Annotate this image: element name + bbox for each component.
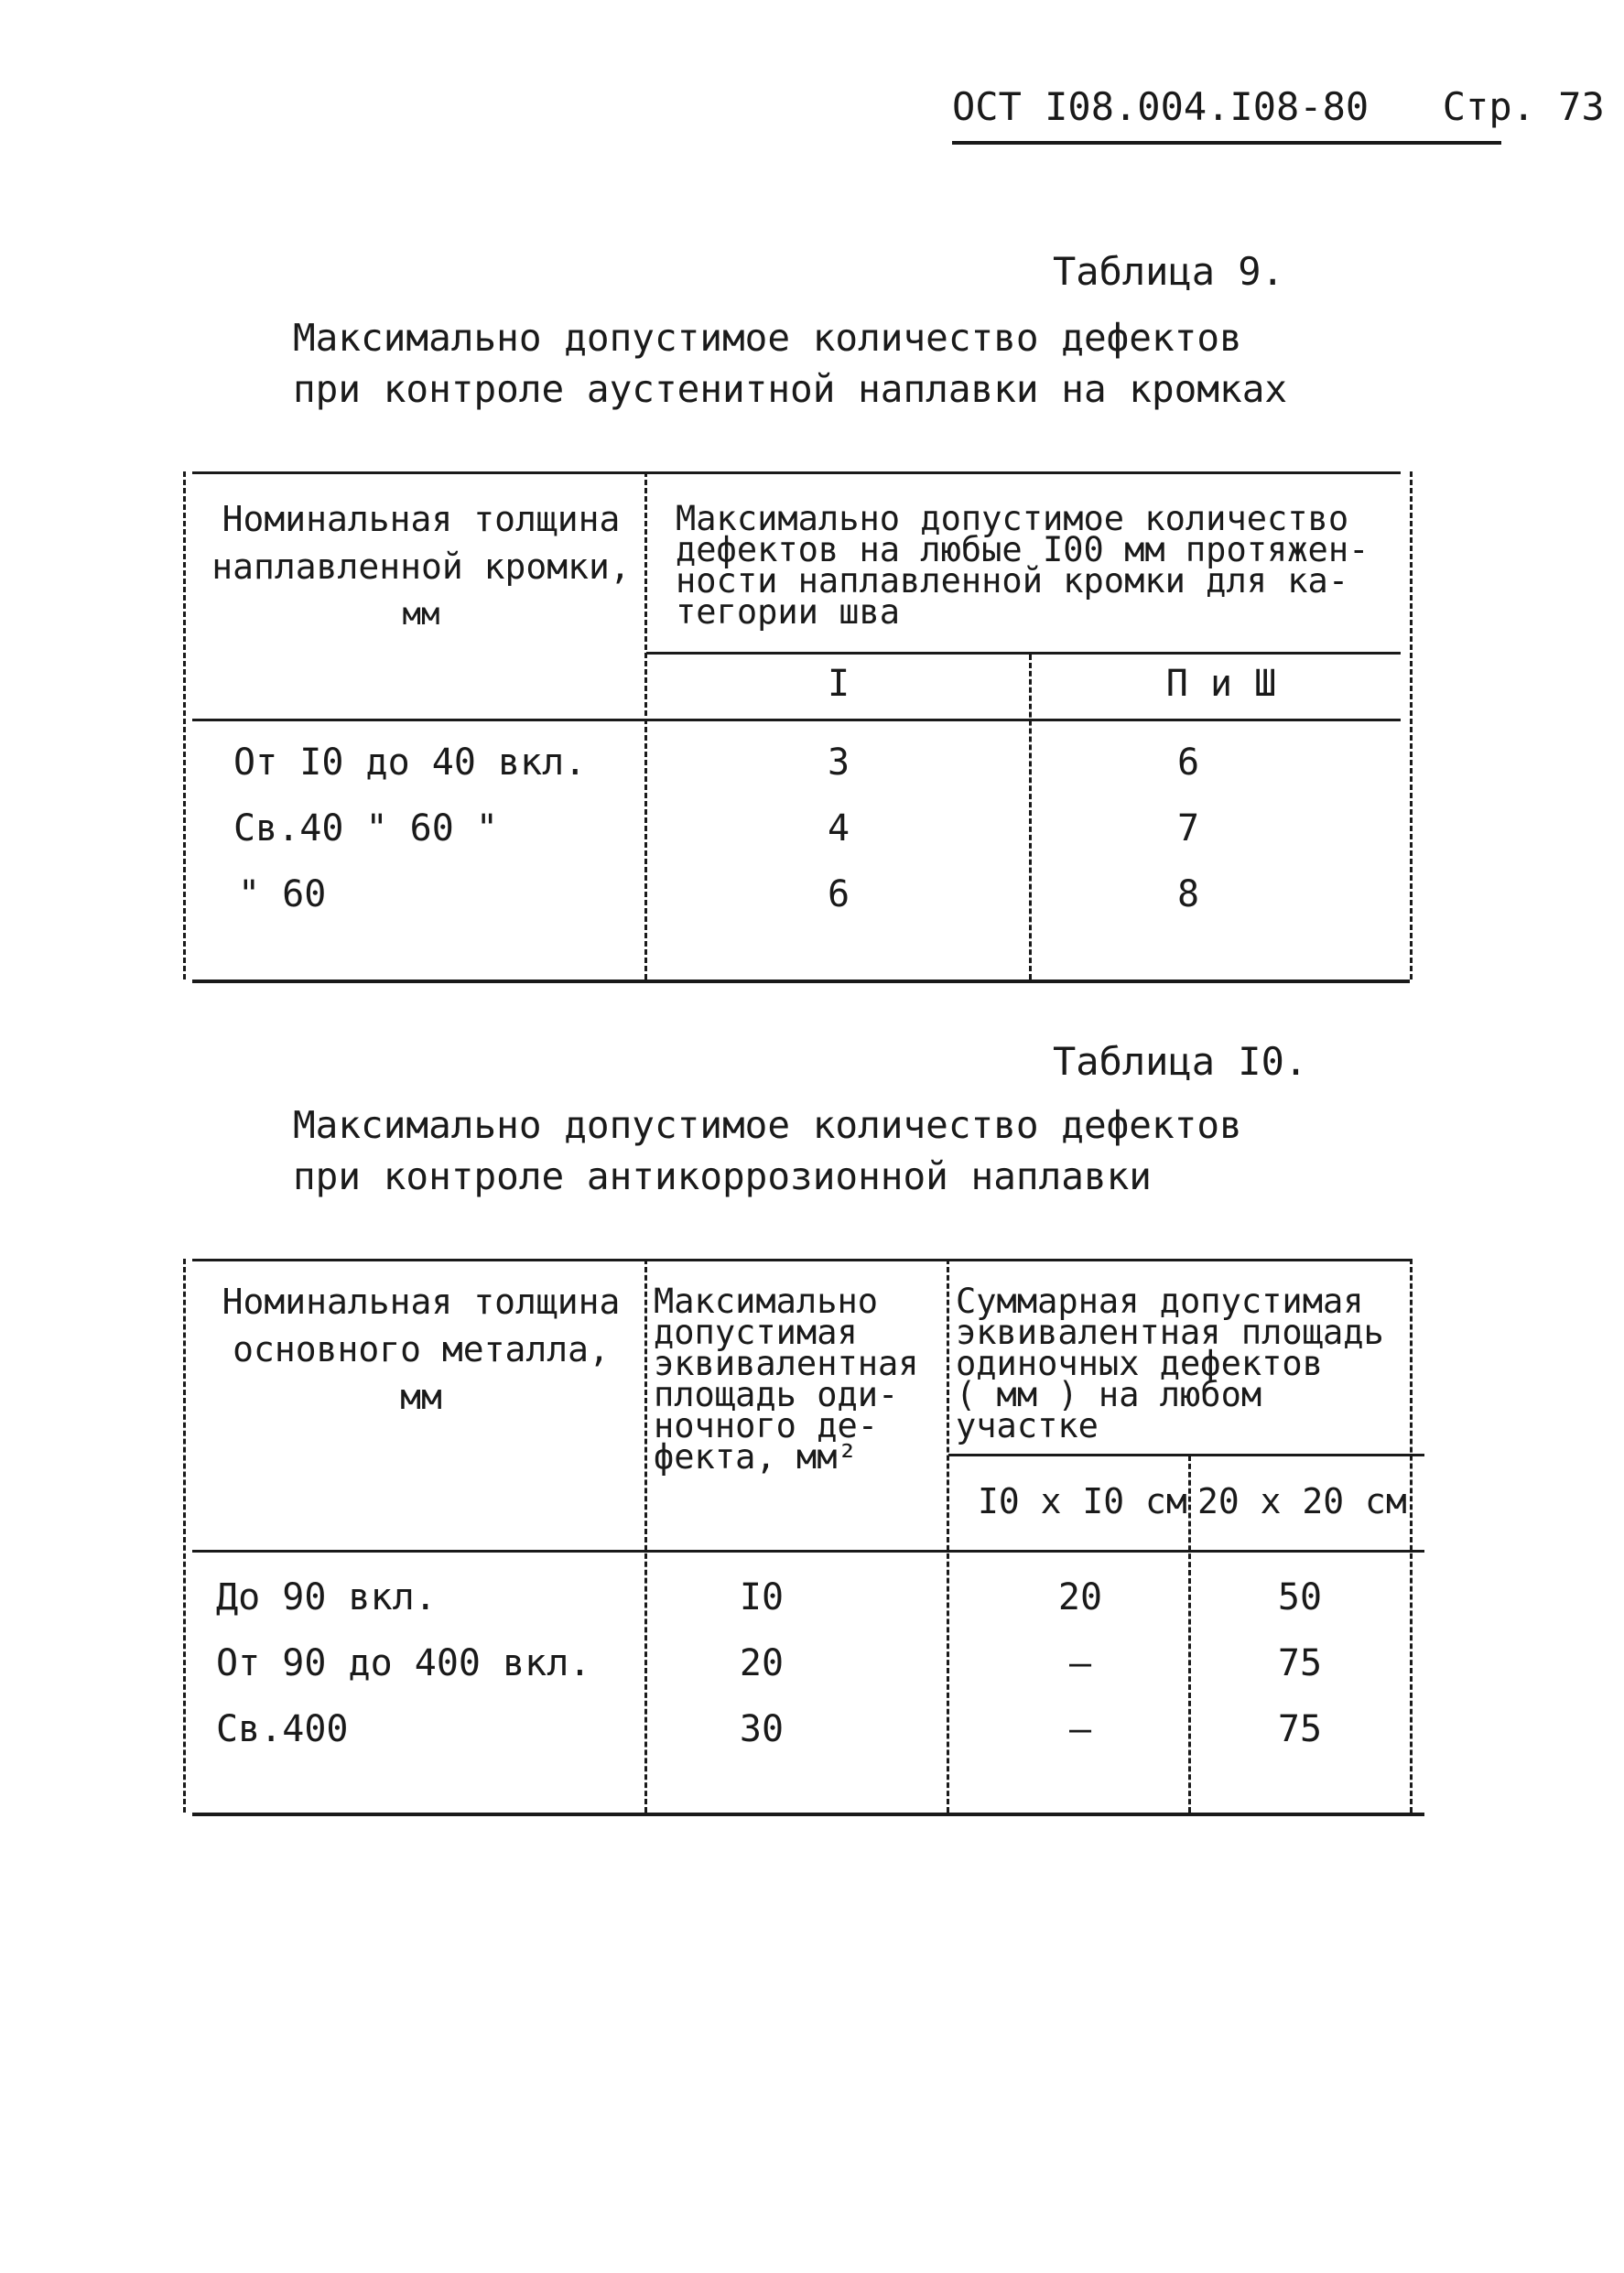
table10-header-rule	[192, 1550, 1424, 1553]
cat1-value: 6	[827, 873, 850, 915]
cat23-value: 7	[1176, 807, 1200, 850]
table9-bottom-rule	[192, 980, 1410, 983]
table9-subheader-cat23: П и Ш	[1165, 663, 1277, 705]
table9-col2-header: Максимально допустимое количество дефектов на любые I00 мм протяжен- ности наплавленной кромки для ка- тегории шва	[676, 499, 1370, 632]
single-area-value: 30	[739, 1708, 785, 1750]
table10-title-line2: при контроле антикоррозионной наплавки	[293, 1154, 1152, 1198]
document-header	[952, 84, 1605, 129]
cat23-value: 8	[1176, 873, 1200, 915]
table9-title-line2: при контроле аустенитной наплавки на кромках	[293, 367, 1288, 411]
area-10x10-value: –	[1068, 1642, 1092, 1684]
table10-subcol-separator	[1188, 1456, 1191, 1813]
thickness-cell: От I0 до 40 вкл.	[233, 741, 587, 784]
header-underline	[952, 141, 1501, 145]
page-number: Стр. 73	[1442, 84, 1605, 129]
table9-col1-header: Номинальная толщина наплавленной кромки, мм	[211, 499, 631, 633]
table9-subheader-cat1: I	[827, 663, 850, 705]
area-10x10-value: 20	[1057, 1576, 1103, 1618]
area-20x20-value: 75	[1277, 1708, 1323, 1750]
table9-header-rule	[192, 719, 1401, 721]
table9-label: Таблица 9.	[1053, 249, 1284, 294]
table10-title-line1: Максимально допустимое количество дефектов	[293, 1103, 1242, 1147]
table10-col3-header: Суммарная допустимая эквивалентная площадь одиночных дефектов ( мм ) на любом участке	[956, 1282, 1384, 1445]
table10-left-border	[183, 1259, 186, 1813]
cat1-value: 4	[827, 807, 850, 850]
table10-subheader-10x10: I0 х I0 см	[978, 1481, 1187, 1521]
area-20x20-value: 75	[1277, 1642, 1323, 1684]
thickness-cell: От 90 до 400 вкл.	[216, 1642, 591, 1684]
thickness-cell: Св.400	[216, 1708, 349, 1750]
table10-bottom-rule	[192, 1813, 1424, 1816]
table10-col2-separator	[947, 1259, 949, 1813]
thickness-cell: До 90 вкл.	[216, 1576, 437, 1618]
area-10x10-value: –	[1068, 1708, 1092, 1750]
table9-left-border	[183, 471, 186, 980]
single-area-value: I0	[739, 1576, 785, 1618]
table10-col1-header: Номинальная толщина основного металла, мм	[222, 1282, 621, 1417]
table10-label: Таблица I0.	[1053, 1039, 1308, 1084]
table9-col-separator	[644, 471, 647, 980]
document-reference: ОСТ I08.004.I08-80	[952, 84, 1370, 129]
table9-subcol-separator	[1029, 655, 1032, 980]
cat23-value: 6	[1176, 741, 1200, 784]
table9-subheader-rule	[646, 652, 1401, 655]
thickness-cell: " 60	[238, 873, 327, 915]
table10-col1-separator	[644, 1259, 647, 1813]
single-area-value: 20	[739, 1642, 785, 1684]
table10-top-rule	[192, 1259, 1410, 1261]
table9-title-line1: Максимально допустимое количество дефектов	[293, 316, 1242, 360]
table10-subheader-20x20: 20 х 20 см	[1197, 1481, 1407, 1521]
thickness-cell: Св.40 " 60 "	[233, 807, 498, 850]
area-20x20-value: 50	[1277, 1576, 1323, 1618]
table9-right-border	[1410, 471, 1413, 980]
table10-col2-header: Максимально допустимая эквивалентная площадь оди- ночного де- фекта, мм²	[654, 1282, 919, 1477]
table9-top-rule	[192, 471, 1401, 474]
table10-subheader-rule	[948, 1454, 1424, 1456]
cat1-value: 3	[827, 741, 850, 784]
